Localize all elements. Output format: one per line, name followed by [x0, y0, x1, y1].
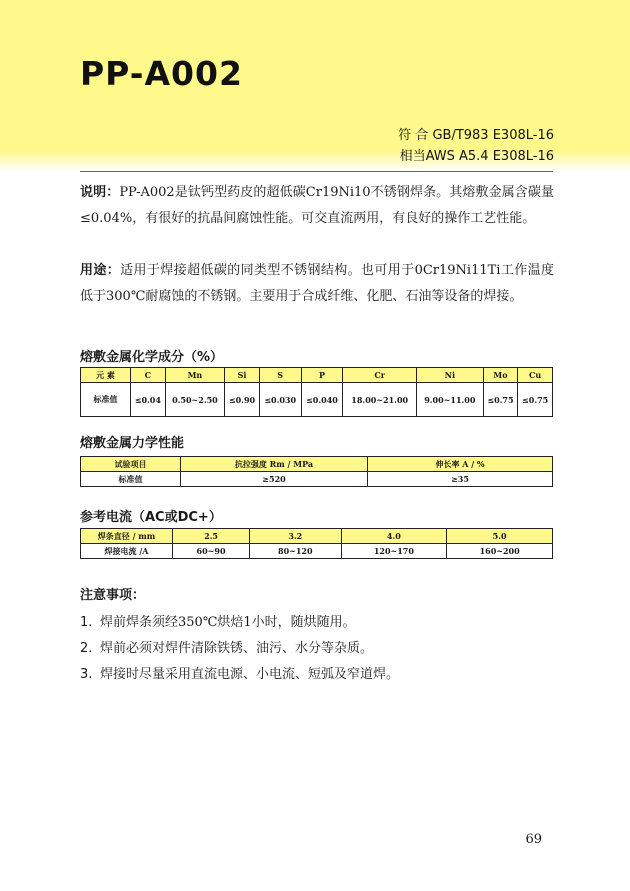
header-cell: 抗拉强度 Rm / MPa: [181, 457, 368, 472]
chemical-section-title: 熔敷金属化学成分（%）: [80, 350, 224, 365]
value-cell: 0.50~2.50: [165, 383, 225, 417]
header-cell: 伸长率 A / %: [368, 457, 553, 472]
row-label: 标准值: [81, 383, 131, 417]
note-text: 焊接时尽量采用直流电源、小电流、短弧及窄道焊。: [100, 667, 400, 682]
value-cell: ≥35: [368, 472, 553, 487]
notes-title: 注意事项：: [80, 588, 146, 603]
note-number: 1.: [80, 615, 93, 630]
table-row: [81, 472, 553, 487]
note-text: 焊前焊条须经350℃烘焙1小时，随烘随用。: [100, 615, 356, 630]
reference-current-table: [80, 528, 553, 559]
table-header-row: [81, 368, 553, 383]
header-divider: [80, 171, 553, 172]
note-number: 3.: [80, 667, 93, 682]
usage-text: 适用于焊接超低碳的同类型不锈钢结构。也可用于0Cr19Ni11Ti工作温度低于300℃耐腐蚀的不锈钢。主要用于合成纤维、化肥、石油等设备的焊接。: [80, 263, 554, 304]
note-number: 2.: [80, 641, 93, 656]
value-cell: 60~90: [173, 544, 250, 559]
value-cell: 9.00~11.00: [417, 383, 484, 417]
header-cell: 3.2: [250, 529, 341, 544]
header-cell: Cu: [518, 368, 553, 383]
usage-label: 用途：: [80, 263, 121, 278]
value-cell: ≤0.75: [518, 383, 553, 417]
value-cell: ≥520: [181, 472, 368, 487]
header-cell: 2.5: [173, 529, 250, 544]
description-paragraph: [80, 180, 554, 232]
header-cell: Si: [225, 368, 260, 383]
header-cell: 4.0: [341, 529, 447, 544]
page-number: 69: [525, 832, 542, 847]
header-cell: 焊条直径 / mm: [81, 529, 173, 544]
value-cell: ≤0.030: [259, 383, 301, 417]
value-cell: 160~200: [447, 544, 553, 559]
value-cell: 120~170: [341, 544, 447, 559]
usage-paragraph: [80, 258, 554, 310]
header-cell: C: [131, 368, 166, 383]
description-label: 说明：: [80, 185, 120, 200]
table-header-row: [81, 457, 553, 472]
header-cell: P: [301, 368, 343, 383]
row-label: 标准值: [81, 472, 181, 487]
table-row: [81, 383, 553, 417]
header-cell: 试验项目: [81, 457, 181, 472]
description-text: PP-A002是钛钙型药皮的超低碳Cr19Ni10不锈钢焊条。其熔敷金属含碳量≤0.04%，有很好的抗晶间腐蚀性能。可交直流两用，有良好的操作工艺性能。: [80, 185, 554, 226]
value-cell: ≤0.75: [483, 383, 518, 417]
header-cell: 5.0: [447, 529, 553, 544]
product-title: PP-A002: [80, 54, 243, 93]
table-header-row: [81, 529, 553, 544]
standard-gb: 符 合 GB/T983 E308L-16: [398, 128, 554, 143]
header-cell: Mo: [483, 368, 518, 383]
note-item: [80, 637, 373, 656]
current-section-title: 参考电流（AC或DC+）: [80, 510, 222, 525]
note-text: 焊前必须对焊件清除铁锈、油污、水分等杂质。: [100, 641, 374, 656]
chemical-composition-table: [80, 367, 553, 417]
header-cell: S: [259, 368, 301, 383]
mechanical-properties-table: [80, 456, 553, 487]
value-cell: ≤0.90: [225, 383, 260, 417]
value-cell: 18.00~21.00: [343, 383, 417, 417]
value-cell: ≤0.040: [301, 383, 343, 417]
header-cell: Mn: [165, 368, 225, 383]
header-cell: 元 素: [81, 368, 131, 383]
note-item: [80, 663, 399, 682]
value-cell: ≤0.04: [131, 383, 166, 417]
header-cell: Ni: [417, 368, 484, 383]
row-label: 焊接电流 /A: [81, 544, 173, 559]
note-item: [80, 611, 356, 630]
table-row: [81, 544, 553, 559]
mechanical-section-title: 熔敷金属力学性能: [80, 436, 185, 451]
value-cell: 80~120: [250, 544, 341, 559]
standard-aws: 相当AWS A5.4 E308L-16: [399, 149, 554, 164]
header-cell: Cr: [343, 368, 417, 383]
